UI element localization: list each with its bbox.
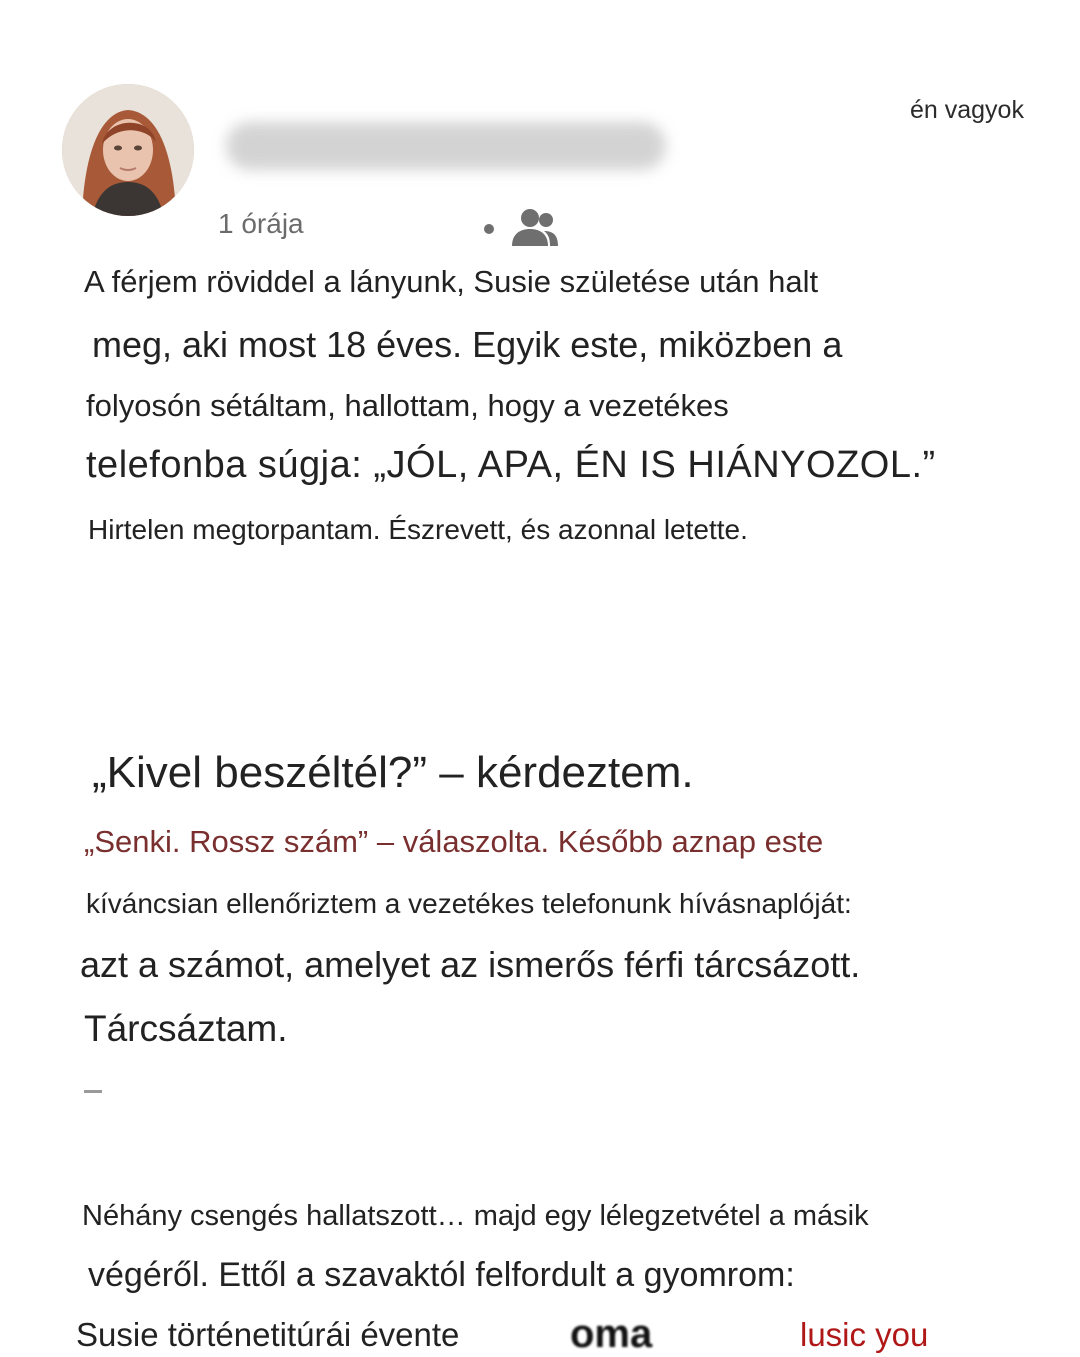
blurred-username[interactable] — [226, 122, 666, 170]
story-line: Néhány csengés hallatszott… majd egy lélegzetvétel a másik — [82, 1200, 869, 1232]
friends-icon[interactable] — [510, 206, 560, 248]
story-line: végéről. Ettől a szavaktól felfordult a gyomrom: — [88, 1256, 795, 1294]
post-time[interactable]: 1 órája — [218, 208, 304, 239]
story-line: telefonba súgja: „JÓL, APA, ÉN IS HIÁNYOZOL.” — [86, 444, 936, 486]
profile-photo-icon — [62, 84, 194, 216]
story-line: folyosón sétáltam, hallottam, hogy a vezetékes — [86, 388, 729, 423]
overlay-text: oma — [570, 1312, 653, 1356]
story-line: „Kivel beszéltél?” – kérdeztem. — [92, 748, 694, 797]
story-line: Susie történetitúrái évente — [76, 1316, 460, 1353]
story-line: kíváncsian ellenőriztem a vezetékes telefonunk hívásnaplóját: — [86, 888, 852, 919]
separator-dot — [484, 224, 494, 234]
story-line: Hirtelen megtorpantam. Észrevett, és azonnal letette. — [88, 514, 748, 545]
story-line: „Senki. Rossz szám” – válaszolta. Később aznap este — [84, 824, 824, 859]
story-line: meg, aki most 18 éves. Egyik este, miközben a — [92, 324, 843, 365]
me-label: én vagyok — [910, 96, 1024, 124]
story-line: azt a számot, amelyet az ismerős férfi tárcsázott. — [80, 944, 861, 985]
story-line: Tárcsáztam. — [84, 1008, 288, 1049]
tiny-mark — [84, 1090, 102, 1093]
story-line: A férjem röviddel a lányunk, Susie születése után halt — [84, 264, 819, 299]
overlay-text-red: lusic you — [800, 1316, 929, 1353]
avatar[interactable] — [62, 84, 194, 216]
